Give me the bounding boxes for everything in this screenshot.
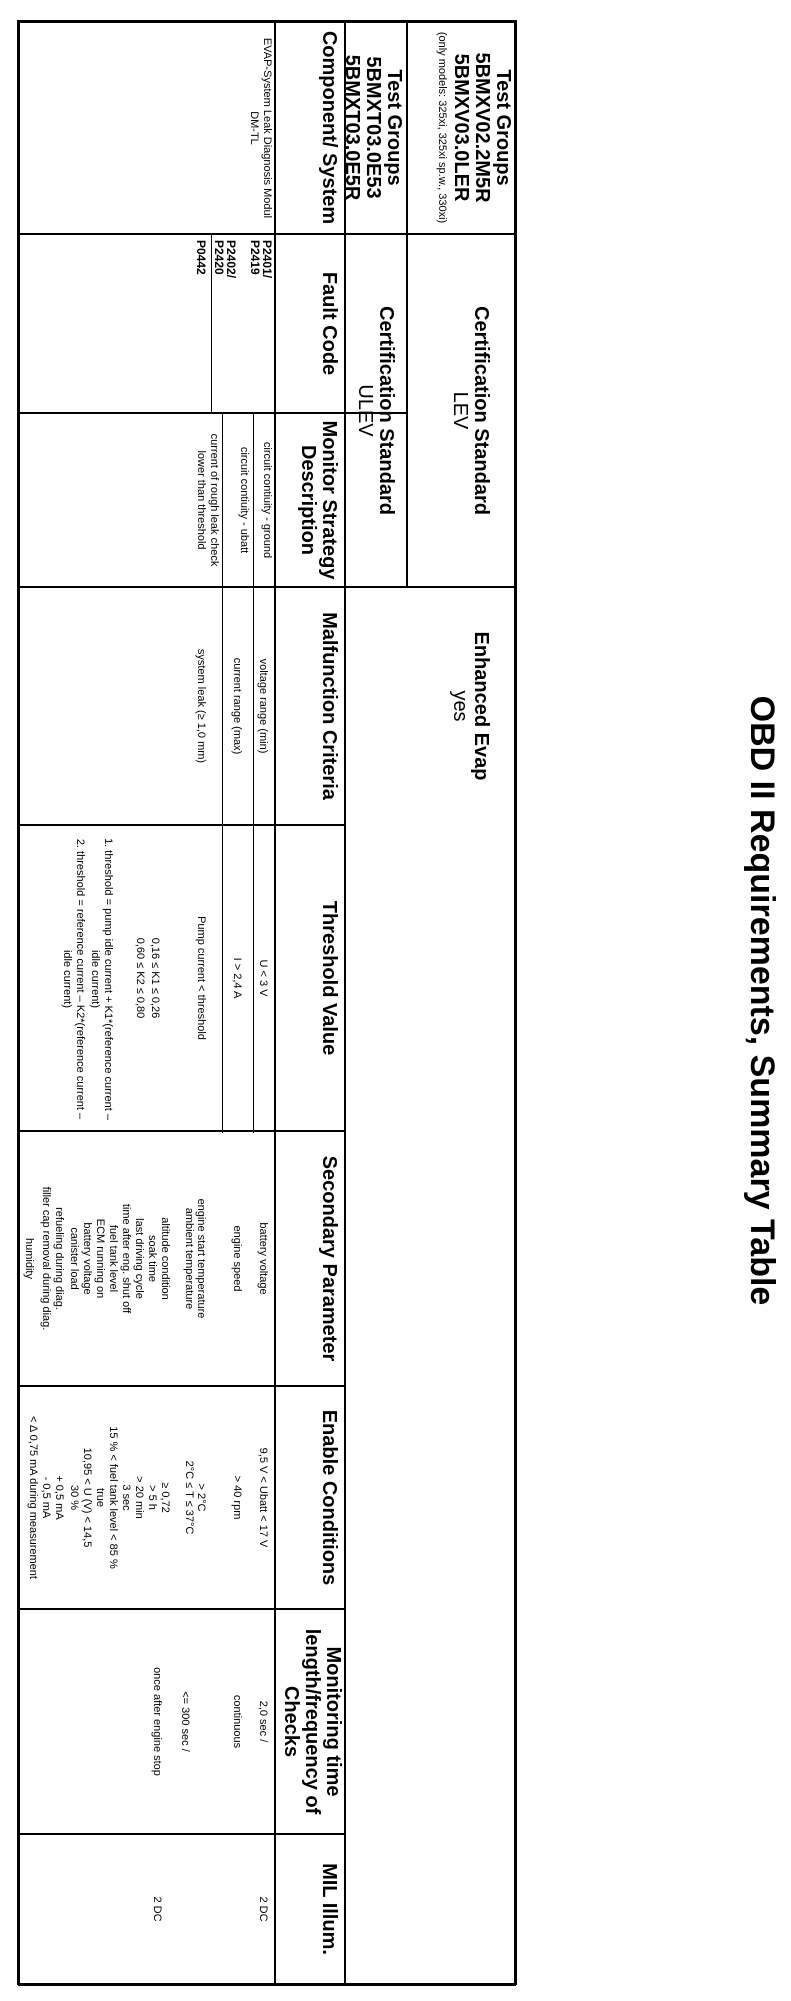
threshold-voltage: U < 3 V: [257, 959, 269, 997]
mil-a: 2 DC: [257, 1896, 269, 1922]
fault-code-p0442: P0442: [194, 240, 208, 275]
enable-refueling: + 0,5 mA: [53, 1475, 65, 1520]
enable-altitude: ≥ 0,72: [159, 1482, 171, 1513]
col-header-malfunction: Malfunction Criteria: [318, 612, 340, 800]
table-border-right: [18, 1983, 516, 1986]
col-header-monitor: Monitor Strategy Description: [297, 420, 340, 580]
malfunction-voltage: voltage range (min): [257, 658, 269, 754]
secondary-ecm: ECM running on: [94, 1218, 106, 1299]
threshold-current: I > 2,4 A: [231, 957, 243, 999]
row-line-2: [222, 413, 223, 1133]
secondary-filler-cap: filler cap removal during diag.: [40, 1186, 52, 1331]
threshold-pump: Pump current < threshold: [195, 916, 207, 1040]
col-header-component: Component/ System: [318, 30, 340, 225]
malfunction-leak: system leak (≥ 1,0 mm): [195, 648, 207, 764]
enable-filler-cap: - 0,5 mA: [40, 1476, 52, 1519]
col-sep-2: [19, 412, 408, 414]
header-line-3: [274, 20, 276, 1985]
secondary-battery-voltage-2: battery voltage: [81, 1222, 93, 1295]
enable-engine-start-temp: > 2°C: [195, 1483, 207, 1512]
test-groups-1: Test Groups 5BMXV02.2M5R 5BMXV03.0LER (only models: 325xi, 325xi sp.w., 330xi): [408, 22, 513, 233]
secondary-soak-time: soak time: [146, 1234, 158, 1283]
secondary-fuel-level: fuel tank level: [107, 1224, 119, 1293]
monitor-ubatt: circuit contiuity - ubatt: [238, 446, 250, 554]
monitoring-d: once after engine stop: [151, 1667, 163, 1776]
fault-code-p2401: P2401/: [260, 240, 274, 279]
col-header-threshold: Threshold Value: [318, 900, 340, 1056]
table-border-top: [514, 20, 517, 1985]
threshold-k1: 0,16 ≤ K1 ≤ 0,26: [149, 937, 161, 1019]
component-cell: EVAP-System Leak Diagnosis Modul DM-TL: [248, 37, 273, 219]
threshold-rule-1: 1. threshold = pump idle current + K1*(reference current – idle current): [89, 838, 114, 1120]
enable-humidity: < Δ 0,75 mA during measurement: [27, 1416, 39, 1579]
monitoring-a: 2,0 sec /: [257, 1700, 269, 1743]
col-header-monitoring: Monitoring time length/frequency of Checks: [280, 1628, 344, 1815]
fault-code-p2419: P2419: [248, 240, 262, 275]
page-title: OBD II Requirements, Summary Table: [743, 695, 781, 1306]
enhanced-evap: Enhanced Evap yes: [449, 631, 492, 781]
enable-battery-voltage-2: 10,95 < U (V) < 14,5: [81, 1447, 93, 1548]
threshold-k2: 0,60 ≤ K2 ≤ 0,80: [134, 937, 146, 1019]
enable-ecm: true: [94, 1488, 106, 1507]
enable-last-driving: > 20 min: [133, 1476, 145, 1519]
test-groups-2: Test Groups 5BMXT03.0E53 5BMXT03.0E5R: [341, 54, 405, 201]
enable-ambient-temp: 2°C ≤ T ≤ 37°C: [183, 1460, 195, 1535]
monitor-rough-leak: current of rough leak check lower than threshold: [195, 433, 220, 567]
mil-b: 2 DC: [151, 1896, 163, 1922]
malfunction-current: current range (max): [231, 657, 243, 755]
enable-time-after-shutoff: 3 sec: [120, 1484, 132, 1511]
monitoring-c: <= 300 sec /: [179, 1691, 191, 1752]
cert-standard-1: Certification Standard LEV: [449, 306, 492, 515]
secondary-refueling: refueling during diag.: [53, 1207, 65, 1310]
secondary-ambient-temp: ambient temperature: [183, 1207, 195, 1310]
secondary-battery-voltage: battery voltage: [257, 1222, 269, 1295]
secondary-engine-speed: engine speed: [231, 1225, 243, 1292]
secondary-engine-start-temp: engine start temperature: [195, 1198, 207, 1319]
enable-fuel-level: 15 % < fuel tank level < 85 %: [107, 1426, 119, 1569]
enable-soak-time: > 5 h: [146, 1485, 158, 1510]
enable-canister-load: 30 %: [68, 1484, 80, 1511]
enable-battery-voltage: 9,5 V < Ubatt < 17 V: [257, 1447, 269, 1548]
enable-engine-speed: > 40 rpm: [231, 1475, 243, 1520]
monitor-ground: circuit contiuity - ground: [261, 441, 273, 559]
monitoring-b: continuous: [231, 1694, 243, 1749]
models-note: (only models: 325xi, 325xi sp.w., 330xi): [436, 31, 448, 224]
secondary-altitude: altitude condition: [159, 1217, 171, 1300]
table-border-bottom: [17, 20, 20, 1985]
header-line-2: [344, 20, 346, 1985]
col-header-fault-code: Fault Code: [318, 271, 340, 376]
row-line-1: [253, 413, 254, 1133]
secondary-time-after-shutoff: time after eng. shut off: [120, 1203, 132, 1314]
fault-code-p2420: P2420: [212, 240, 226, 275]
secondary-last-driving: last driving cycle: [133, 1218, 145, 1299]
secondary-canister-load: canister load: [68, 1227, 80, 1290]
threshold-rule-2: 2. threshold = reference current – K2*(reference current – idle current): [61, 838, 86, 1120]
col-header-mil: MIL Illum.: [318, 1863, 340, 1955]
col-header-secondary: Secondary Parameter: [318, 1155, 340, 1362]
secondary-humidity: humidity: [23, 1238, 35, 1279]
col-header-enable: Enable Conditions: [318, 1409, 340, 1586]
cert-standard-2: Certification Standard ULEV: [354, 306, 397, 515]
fault-code-p2402: P2402/: [224, 240, 238, 279]
